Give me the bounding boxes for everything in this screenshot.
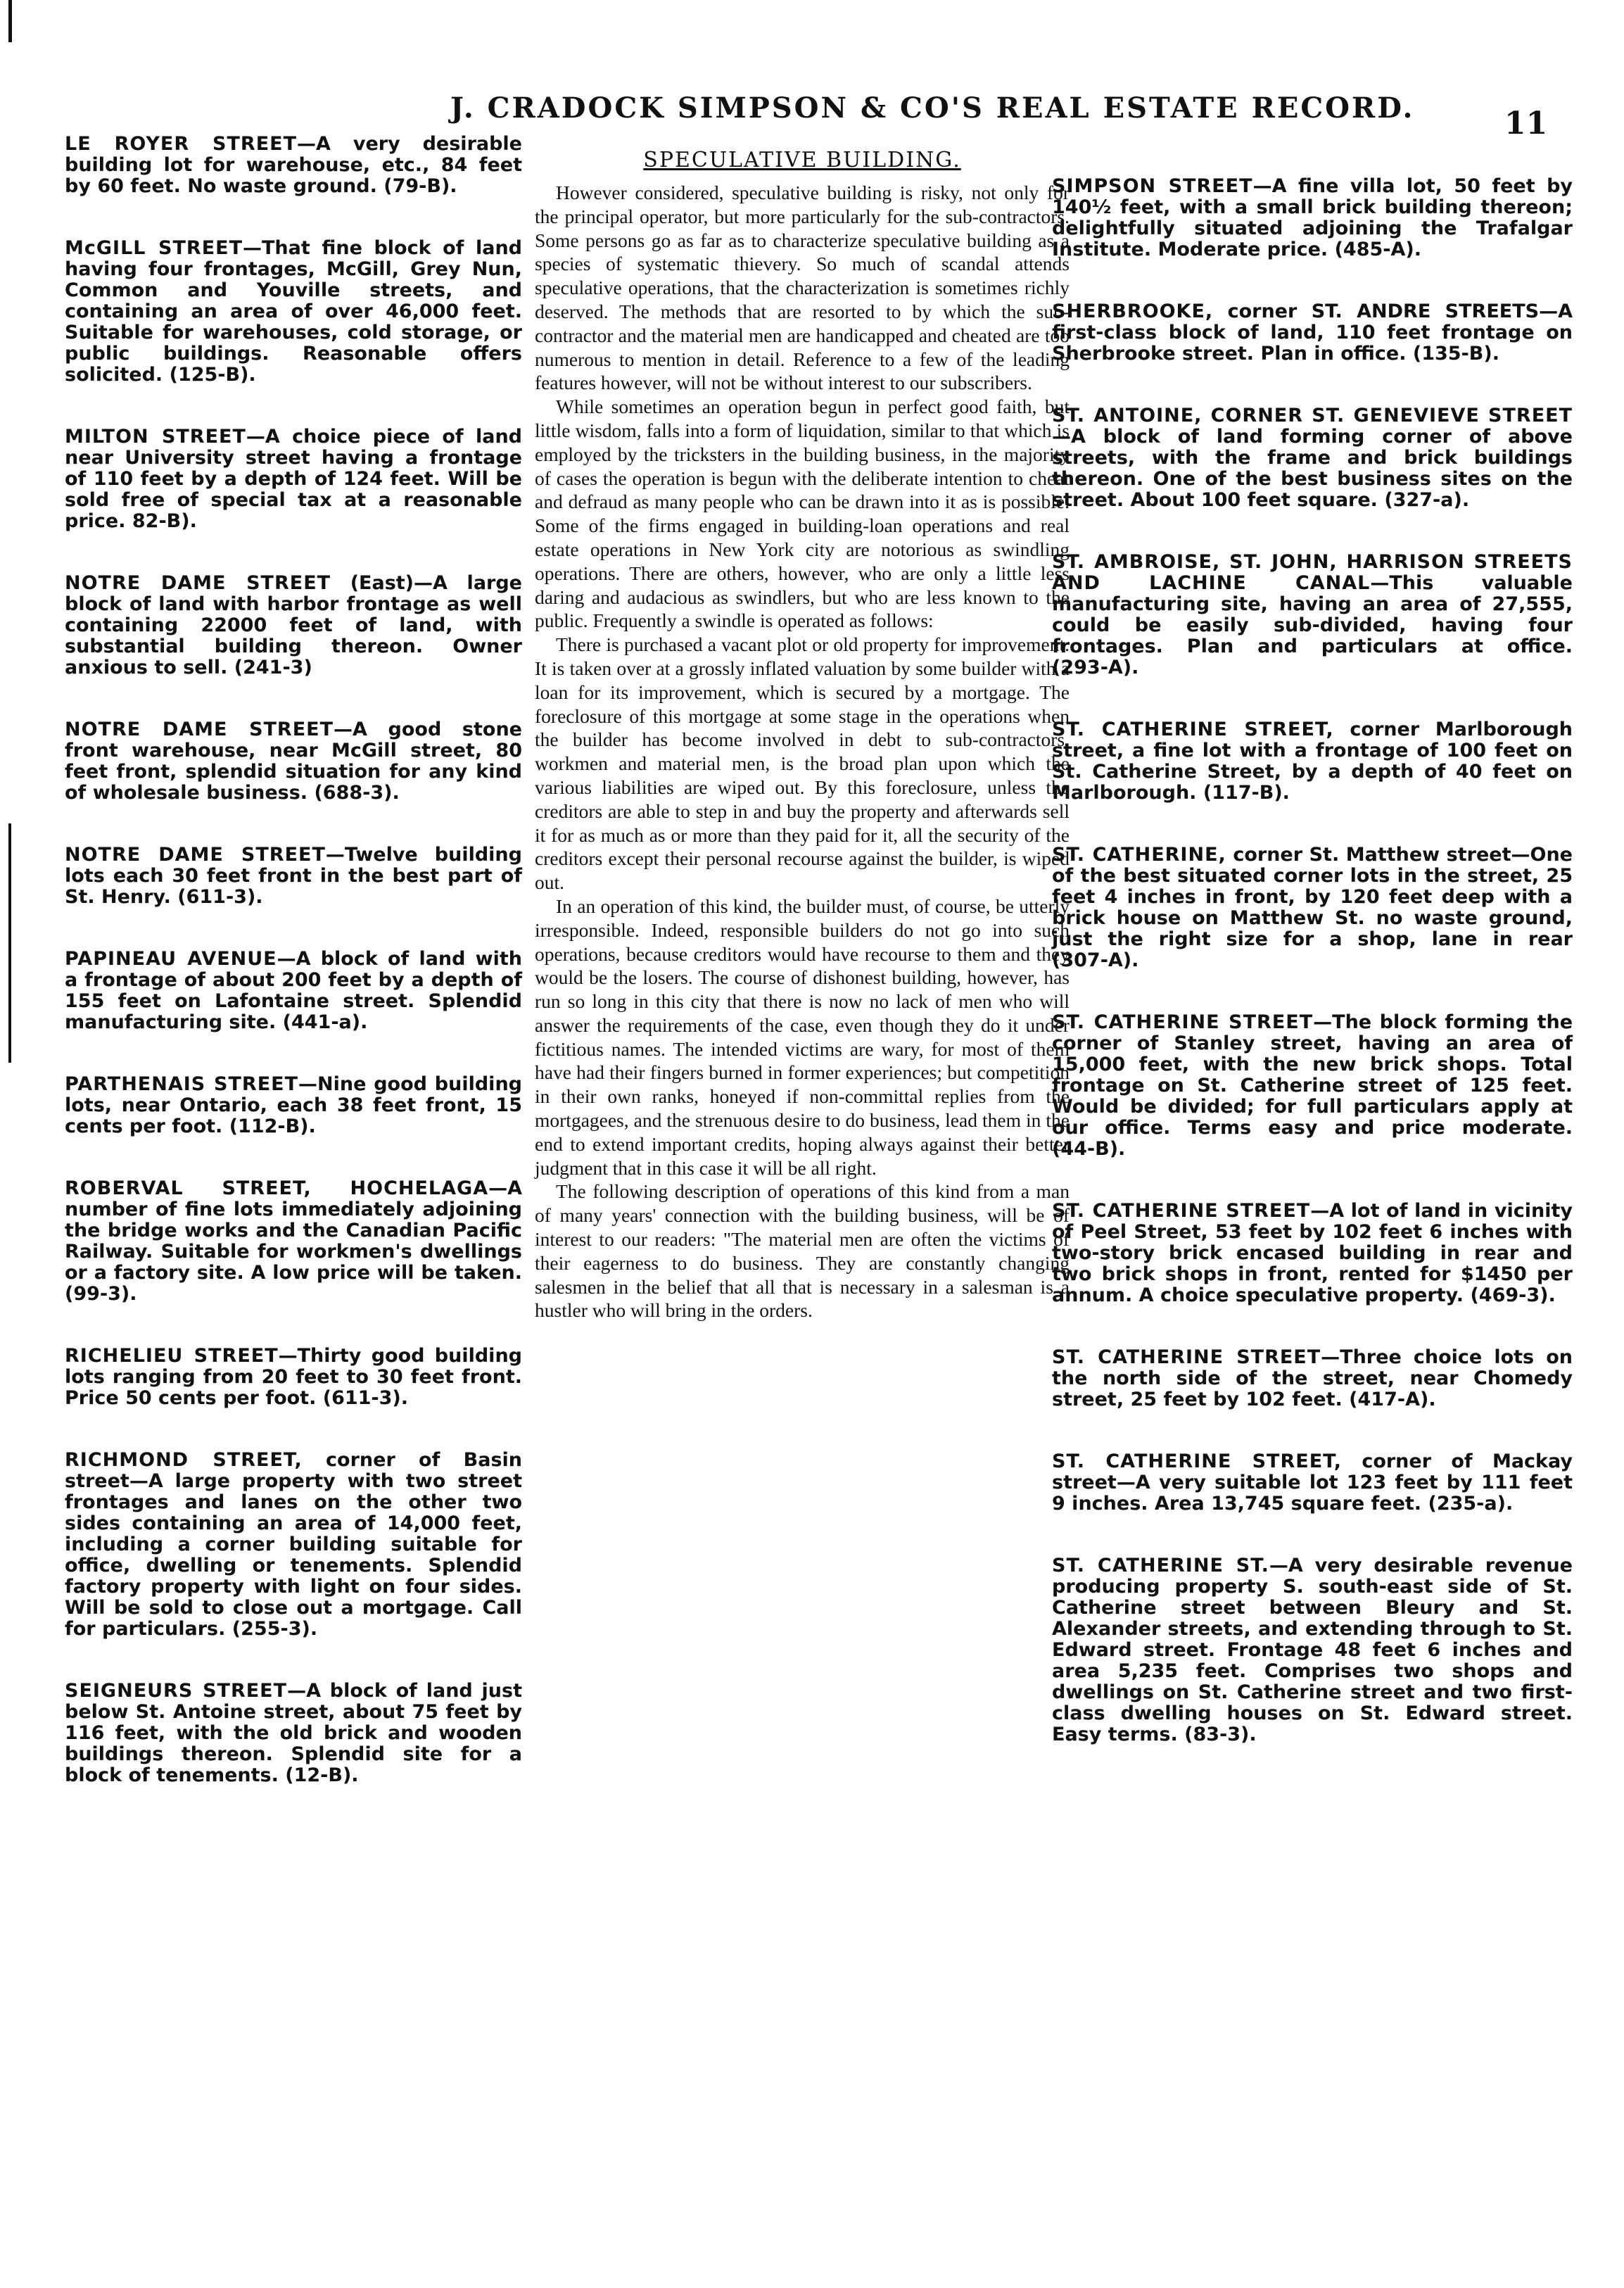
listing-heading: PARTHENAIS STREET	[65, 1073, 299, 1095]
listing	[65, 1450, 522, 1640]
listing	[1052, 845, 1573, 971]
page-number: 11	[1504, 106, 1548, 141]
listing-text: —A very desirable building lot for warehouse, etc., 84 feet by 60 feet. No waste ground.	[65, 133, 522, 197]
listing-text: —Thirty good building lots ranging from 20 feet to 30 feet front. Price 50 cents per foot.	[65, 1345, 522, 1409]
listing-heading: ST. CATHERINE STREET	[1052, 1346, 1321, 1368]
listing-ref: (112-B).	[229, 1115, 316, 1137]
listing-text: —A block of land just below St. Antoine street, about 75 feet by 116 feet, with the old brick and wooden buildings thereon. Splendid site for a block of tenements.	[65, 1680, 522, 1786]
article-paragraph: While sometimes an operation begun in perfect good faith, but little wisdom, falls into a form of liquidation, similar to that which is employed by the tricksters in the building business, in the majority of cases the operation is begun with the deliberate intention to cheat and defraud as many people who can be drawn into it as is possible. Some of the firms engaged in building-loan operations and real estate operations in New York city are notorious as swindling operations. There are others, however, who are only a little less daring and audacious as swindlers, but who are less known to the public. Frequently a swindle is operated as follows:	[535, 396, 1070, 632]
listing-ref: (125-B).	[169, 364, 256, 386]
article-paragraph: However considered, speculative building is risky, not only for the principal operator, but more particularly for the sub-contractors. Some persons go as far as to characterize speculative building as a species of systematic thievery. So much of scandal attends speculative operations, that the characterization is sometimes richly deserved. The methods that are resorted to by which the sub-contractor and the material men are handicapped and cheated are too numerous to mention in detail. Reference to a few of the leading features however, will not be without interest to our subscribers.	[535, 182, 1070, 394]
listing-ref: (12-B).	[285, 1764, 359, 1786]
listing-heading: RICHMOND STREET,	[65, 1449, 303, 1471]
listing-heading: ST. CATHERINE,	[1052, 844, 1226, 866]
listing-heading: NOTRE DAME STREET	[65, 844, 326, 866]
listing	[1052, 1451, 1573, 1515]
listing-heading: MILTON STREET	[65, 426, 246, 448]
listing-ref: (99-3).	[65, 1283, 137, 1305]
listing	[65, 1074, 522, 1137]
listing-text: —Nine good building lots, near Ontario, each 38 feet front, 15 cents per foot.	[65, 1073, 522, 1137]
listing	[1052, 1555, 1573, 1745]
listing-text: —A block of land forming corner of above streets, with the frame and brick buildings thereon. One of the best business sites on the street. About 100 feet square.	[1052, 426, 1573, 511]
listing-text: —A choice piece of land near University street having a frontage of 110 feet by a depth of 124 feet. Will be sold free of special tax at a reasonable price.	[65, 426, 522, 532]
listing-ref: (611-3).	[322, 1387, 409, 1409]
listing-ref: (241-3)	[234, 657, 312, 678]
listing-heading: ST. CATHERINE STREET	[1052, 1011, 1314, 1033]
listing-heading: ST. CATHERINE STREET,	[1052, 719, 1334, 740]
listing-text: —That fine block of land having four frontages, McGill, Grey Nun, Common and Youville streets, and containing an area of over 46,000 feet. Suitable for warehouses, cold storage, or public buildings. Reasonable offers solicited.	[65, 237, 522, 386]
listing-text: —Three choice lots on the north side of the street, near Chomedy street, 25 feet by 102 feet.	[1052, 1346, 1573, 1410]
listing	[65, 1346, 522, 1409]
listing-text: —A number of fine lots immediately adjoining the bridge works and the Canadian Pacific Railway. Suitable for workmen's dwellings or a factory site. A low price will be taken.	[65, 1177, 522, 1284]
listing	[65, 1681, 522, 1786]
listing-text: —A lot of land in vicinity of Peel Street, 53 feet by 102 feet 6 inches with two-story brick encased building in rear and two brick shops in front, rented for $1450 per annum. A choice speculative property.	[1052, 1200, 1573, 1306]
listing	[1052, 301, 1573, 365]
listing	[1052, 405, 1573, 511]
listing-ref: (135-B).	[1412, 343, 1499, 365]
listing	[65, 238, 522, 386]
listing	[65, 719, 522, 804]
page-header	[0, 77, 1624, 141]
listing-ref: (307-A).	[1052, 949, 1139, 971]
article-column	[535, 148, 1070, 1322]
listing-text: —The block forming the corner of Stanley street, having an area of 15,000 feet, with the new brick shops. Total frontage on St. Catherine street of 125 feet. Would be divided; for full particulars apply at our office. Terms easy and price moderate.	[1052, 1011, 1573, 1139]
listing	[65, 134, 522, 197]
listing-text: —A very desirable revenue producing property S. south-east side of St. Catherine street between Bleury and St. Alexander streets, and extending through to St. Edward street. Frontage 48 feet 6 inches and area 5,235 feet. Comprises two shops and dwellings on St. Catherine street and two first-class dwelling houses on St. Edward street. Easy terms.	[1052, 1555, 1573, 1745]
listing-text: —A fine villa lot, 50 feet by 140½ feet, with a small brick building thereon; delightfully situated adjoining the Trafalgar Institute. Moderate price.	[1052, 175, 1573, 260]
margin-rule	[8, 823, 11, 1063]
listing-heading: ST. AMBROISE, ST. JOHN, HARRISON STREETS AND LACHINE CANAL	[1052, 551, 1573, 594]
listing-ref: (83-3).	[1184, 1724, 1257, 1745]
listing-heading: NOTRE DAME STREET	[65, 572, 331, 594]
listing-ref: (79-B).	[383, 175, 457, 197]
listing-ref: (469-3).	[1470, 1284, 1556, 1306]
listing-text: corner of Basin street—A large property with two street frontages and lanes on the other two sides containing an area of 14,000 feet, including a corner building suitable for office, dwelling or tenements. Splendid factory property with light on four sides. Will be sold to close out a mortgage. Call for particulars.	[65, 1449, 522, 1640]
article-paragraph: The following description of operations of this kind from a man of many years' connection with the building business, will be of interest to our readers: "The material men are often the victims of their eagerness to do business. They are constantly changing salesmen in the belief that all that is necessary in a salesman is a hustler who will bring in the orders.	[535, 1180, 1070, 1322]
listing-text: (East)—A large block of land with harbor frontage as well containing 22000 feet of land, with substantial building thereon. Owner anxious to sell.	[65, 572, 522, 678]
article-paragraph: There is purchased a vacant plot or old property for improvement. It is taken over at a grossly inflated valuation by some builder with a loan for its improvement, which is secured by a mortgage. The foreclosure of this mortgage at some stage in the operations when the builder has become involved in debt to sub-contractors, workmen and material men, is the broad plan upon which the various liabilities are wiped out. By this foreclosure, unless the creditors are able to step in and buy the property and afterwards sell it for as much as or more than they paid for it, all the security of the creditors except their personal recourse against the builder, is wiped out.	[535, 633, 1070, 894]
article-paragraph: In an operation of this kind, the builder must, of course, be utterly irresponsible. Indeed, responsible builders do not go into such operations, because creditors would have recourse to them and they would be the losers. The course of dishonest building, however, has run so long in this city that there is now no lack of men who will answer the requirements of the case, even though they do it under fictitious names. The intended victims are wary, for most of them have had their fingers burned in former experiences; but competition in their own ranks, honeyed if non-committal replies from the mortgagees, and the strenuous desire to do business, lead them in the end to extend important credits, hoping always against their better judgment that in this case it will be all right.	[535, 895, 1070, 1179]
right-column	[1052, 176, 1573, 1786]
listing-text: corner St. Matthew street—One of the best situated corner lots in the street, 25 feet 4 inches in front, by 120 feet deep with a brick house on Matthew St. no waste ground, just the right size for a shop, lane in rear	[1052, 844, 1573, 950]
listing-heading: NOTRE DAME STREET	[65, 719, 334, 740]
listing	[65, 1178, 522, 1305]
margin-rule	[8, 0, 12, 42]
listing-ref: (293-A).	[1052, 657, 1139, 678]
listing-ref: (417-A).	[1349, 1389, 1436, 1410]
header-title: J. CRADOCK SIMPSON & CO'S REAL ESTATE RECORD.	[450, 91, 1415, 125]
listing-ref: (485-A).	[1334, 239, 1421, 260]
listing	[1052, 719, 1573, 804]
article-title: SPECULATIVE BUILDING.	[643, 148, 961, 172]
listing-ref: (44-B).	[1052, 1138, 1126, 1160]
listing	[1052, 1347, 1573, 1410]
listing-heading: SHERBROOKE,	[1052, 301, 1214, 322]
listing-heading: ST. ANTOINE, CORNER ST. GENEVIEVE STREET	[1052, 405, 1573, 426]
listing-ref: (441-a).	[282, 1011, 368, 1033]
listing-heading: RICHELIEU STREET	[65, 1345, 279, 1367]
listing	[65, 949, 522, 1033]
listing-text: —A block of land with a frontage of about 200 feet by a depth of 155 feet on Lafontaine street. Splendid manufacturing site.	[65, 948, 522, 1033]
listing-heading: ST. CATHERINE STREET,	[1052, 1450, 1342, 1472]
listing-text: corner of Mackay street—A very suitable lot 123 feet by 111 feet 9 inches. Area 13,745 square feet.	[1052, 1450, 1573, 1515]
listing	[1052, 552, 1573, 678]
listing-ref: (611-3).	[177, 886, 263, 908]
listing-heading: ROBERVAL STREET, HOCHELAGA	[65, 1177, 489, 1199]
left-column	[65, 134, 522, 1827]
listing-text: —Twelve building lots each 30 feet front in the best part of St. Henry.	[65, 844, 522, 908]
listing-heading: ST. CATHERINE ST.	[1052, 1555, 1269, 1576]
listing-ref: (117-B).	[1203, 782, 1290, 804]
listing-ref: (688-3).	[314, 782, 400, 804]
listing-heading: SEIGNEURS STREET	[65, 1680, 288, 1702]
listing-heading: ST. CATHERINE STREET	[1052, 1200, 1311, 1222]
listing	[65, 573, 522, 678]
listing-heading: PAPINEAU AVENUE	[65, 948, 277, 970]
listing-heading: LE ROYER STREET	[65, 133, 298, 155]
listing-ref: (235-a).	[1428, 1493, 1514, 1515]
listing-ref: 82-B).	[132, 510, 197, 532]
listing-text: corner Marlborough street, a fine lot with a frontage of 100 feet on St. Catherine Street, by a depth of 40 feet on Marlborough.	[1052, 719, 1573, 804]
listing-ref: (327-a).	[1384, 489, 1470, 511]
listing-text: —A good stone front warehouse, near McGill street, 80 feet front, splendid situation for any kind of wholesale business.	[65, 719, 522, 804]
listing-text: —This valuable manufacturing site, having an area of 27,555, could be easily sub-divided, having four frontages. Plan and particulars at office.	[1052, 572, 1573, 657]
listing	[1052, 176, 1573, 260]
listing	[65, 845, 522, 908]
listing	[1052, 1201, 1573, 1306]
listing-heading: SIMPSON STREET	[1052, 175, 1253, 197]
listing-text: corner ST. ANDRE STREETS—A first-class block of land, 110 feet frontage on Sherbrooke street. Plan in office.	[1052, 301, 1573, 365]
listing-ref: (255-3).	[231, 1618, 318, 1640]
listing	[1052, 1012, 1573, 1160]
listing-heading: McGILL STREET	[65, 237, 243, 259]
listing	[65, 426, 522, 532]
